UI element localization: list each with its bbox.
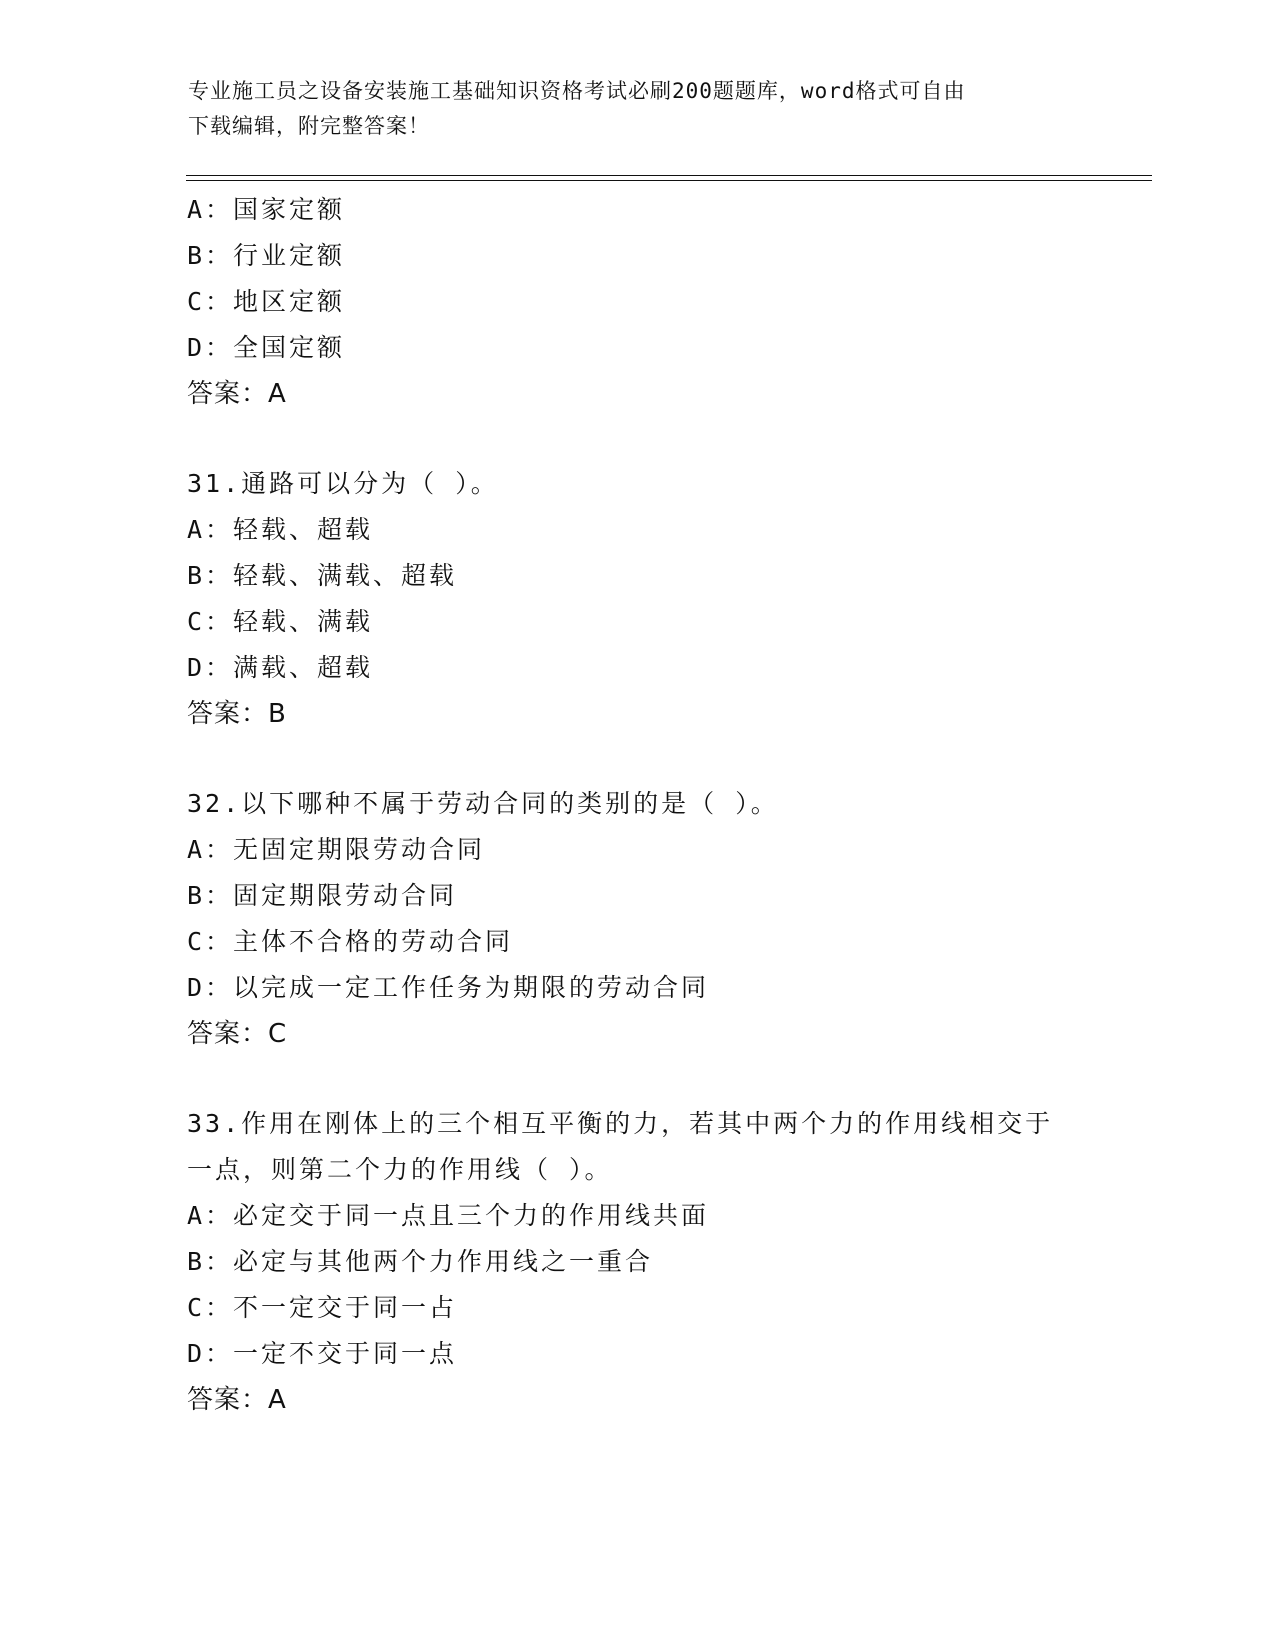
option-b: B：行业定额 — [187, 241, 346, 270]
option-d: D：满载、超载 — [187, 653, 374, 682]
answer-line: 答案：A — [187, 379, 287, 409]
question-stem: 32.以下哪种不属于劳动合同的类别的是（ ）。 — [187, 789, 779, 818]
option-c: C：不一定交于同一占 — [187, 1293, 458, 1322]
spacer — [187, 737, 1187, 781]
option-d: D：全国定额 — [187, 333, 346, 362]
option-a: A：轻载、超载 — [187, 515, 374, 544]
header-divider-bottom — [186, 180, 1152, 181]
option-c: C：主体不合格的劳动合同 — [187, 927, 514, 956]
header-divider-top — [186, 175, 1152, 176]
option-a: A：无固定期限劳动合同 — [187, 835, 486, 864]
question-list — [187, 187, 1187, 1423]
option-b: B：轻载、满载、超载 — [187, 561, 458, 590]
option-c: C：地区定额 — [187, 287, 346, 316]
option-b: B：固定期限劳动合同 — [187, 881, 458, 910]
option-a: A：必定交于同一点且三个力的作用线共面 — [187, 1201, 710, 1230]
option-d: D：一定不交于同一点 — [187, 1339, 458, 1368]
answer-line: 答案：B — [187, 699, 287, 729]
question-31 — [187, 461, 1187, 737]
answer-line: 答案：A — [187, 1385, 287, 1415]
option-d: D：以完成一定工作任务为期限的劳动合同 — [187, 973, 710, 1002]
question-stem-line-2: 一点，则第二个力的作用线（ ）。 — [187, 1155, 613, 1184]
header-title-line-1: 专业施工员之设备安装施工基础知识资格考试必刷200题题库，word格式可自由 — [188, 79, 966, 103]
question-stem-line-1: 33.作用在刚体上的三个相互平衡的力，若其中两个力的作用线相交于 — [187, 1109, 1054, 1138]
document-header — [188, 74, 1068, 144]
option-b: B：必定与其他两个力作用线之一重合 — [187, 1247, 654, 1276]
option-a: A：国家定额 — [187, 195, 346, 224]
question-stem: 31.通路可以分为（ ）。 — [187, 469, 499, 498]
spacer — [187, 417, 1187, 461]
question-30 — [187, 187, 1187, 417]
header-title-line-2: 下载编辑，附完整答案！ — [188, 114, 430, 138]
question-33 — [187, 1101, 1187, 1423]
answer-line: 答案：C — [187, 1019, 288, 1049]
spacer — [187, 1057, 1187, 1101]
question-32 — [187, 781, 1187, 1057]
option-c: C：轻载、满载 — [187, 607, 374, 636]
